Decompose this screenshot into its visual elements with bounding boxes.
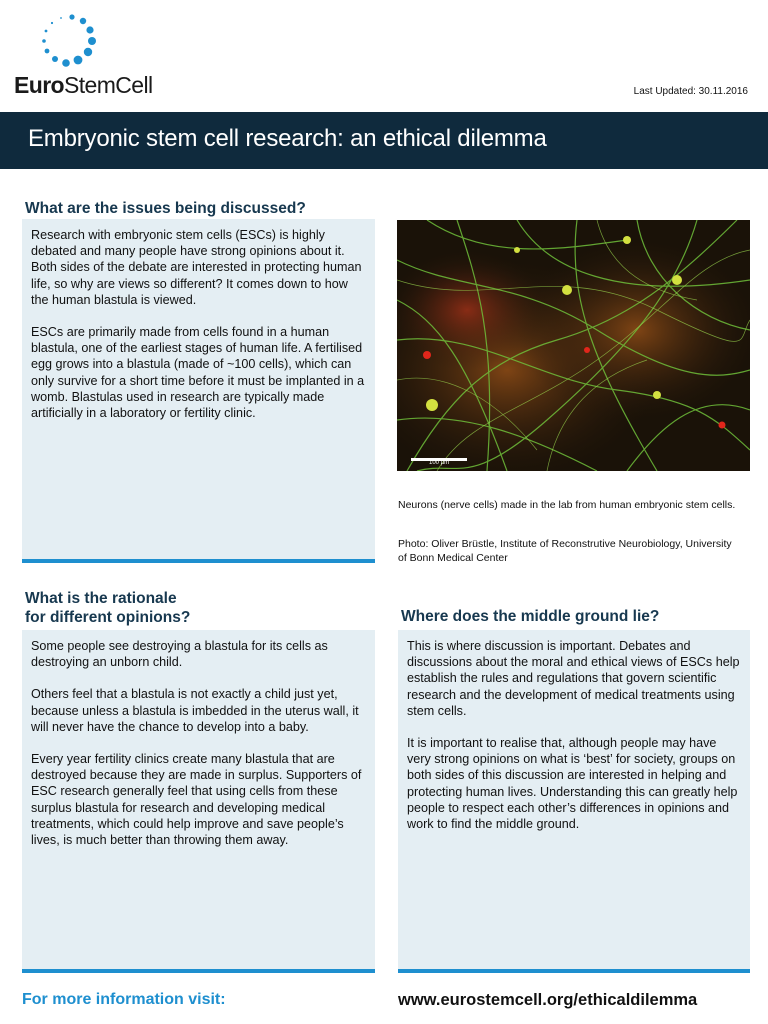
rationale-heading xyxy=(25,589,190,627)
neurons-microscopy-image xyxy=(397,220,750,471)
figure-credit: Photo: Oliver Brüstle, Institute of Reconstrutive Neurobiology, University of Bonn Medical Center xyxy=(398,538,732,564)
issues-paragraph-1: Research with embryonic stem cells (ESCs) is highly debated and many people have strong opinions about it. Both sides of the debate are interested in protecting human life, so why are views so different? It comes down to how the human blastula is viewed. xyxy=(31,228,362,307)
middle-ground-panel xyxy=(398,630,750,973)
more-info-url-link[interactable]: www.eurostemcell.org/ethicaldilemma xyxy=(398,991,698,1009)
brand-wordmark xyxy=(14,72,153,99)
figure-caption: Neurons (nerve cells) made in the lab from human embryonic stem cells. xyxy=(398,499,736,511)
rationale-panel xyxy=(22,630,375,973)
middle-ground-heading: Where does the middle ground lie? xyxy=(401,608,660,625)
issues-paragraph-2: ESCs are primarily made from cells found in a human blastula, one of the earliest stages of human life. A fertilised egg grows into a blastula (made of ~100 cells), which can only survive for a short time before it must be implanted in a womb. Blastulas used in research are typically made artificially in a laboratory or fertility clinic. xyxy=(31,325,365,421)
brand-part-euro: Euro xyxy=(14,72,64,98)
rationale-heading-line-2: for different opinions? xyxy=(25,609,191,626)
rationale-paragraph-3: Every year fertility clinics create many blastula that are destroyed because they are made in surplus. Supporters of ESC research generally feel that using cells from these surplus blastula for research and developing medical treatments, which could help improve and save people’s lives, is much better than throwing them away. xyxy=(31,752,362,848)
scale-bar-label: 100 µm xyxy=(429,460,450,466)
neurons-photo xyxy=(397,220,750,471)
rationale-paragraph-2: Others feel that a blastula is not exactly a child just yet, because unless a blastula is imbedded in the uterus wall, it will never have the chance to develop into a baby. xyxy=(31,687,359,734)
brand-part-stemcell: StemCell xyxy=(64,72,153,98)
last-updated-date: Last Updated: 30.11.2016 xyxy=(633,86,748,97)
middle-ground-paragraph-2: It is important to realise that, although people may have very strong opinions on what is ‘best’ for society, groups on both sides of this discussion are interested in helping and protecting human lives. Understanding this can greatly help people to respect each other’s differences in opinions and work to find the middle ground. xyxy=(407,736,738,832)
issues-panel xyxy=(22,219,375,563)
title-banner xyxy=(0,112,768,169)
dotted-circle-logo-icon xyxy=(26,10,106,72)
more-info-prompt: For more information visit: xyxy=(22,991,226,1008)
eurostemcell-logo xyxy=(12,10,162,100)
rationale-heading-line-1: What is the rationale xyxy=(25,590,177,607)
middle-ground-paragraph-1: This is where discussion is important. Debates and discussions about the moral and ethical views of ESCs help establish the rules and regulations that govern scientific research and the development of medical treatments using stem cells. xyxy=(407,639,740,718)
page-title: Embryonic stem cell research: an ethical dilemma xyxy=(28,125,547,152)
issues-heading: What are the issues being discussed? xyxy=(25,200,306,217)
rationale-paragraph-1: Some people see destroying a blastula for its cells as destroying an unborn child. xyxy=(31,639,328,670)
